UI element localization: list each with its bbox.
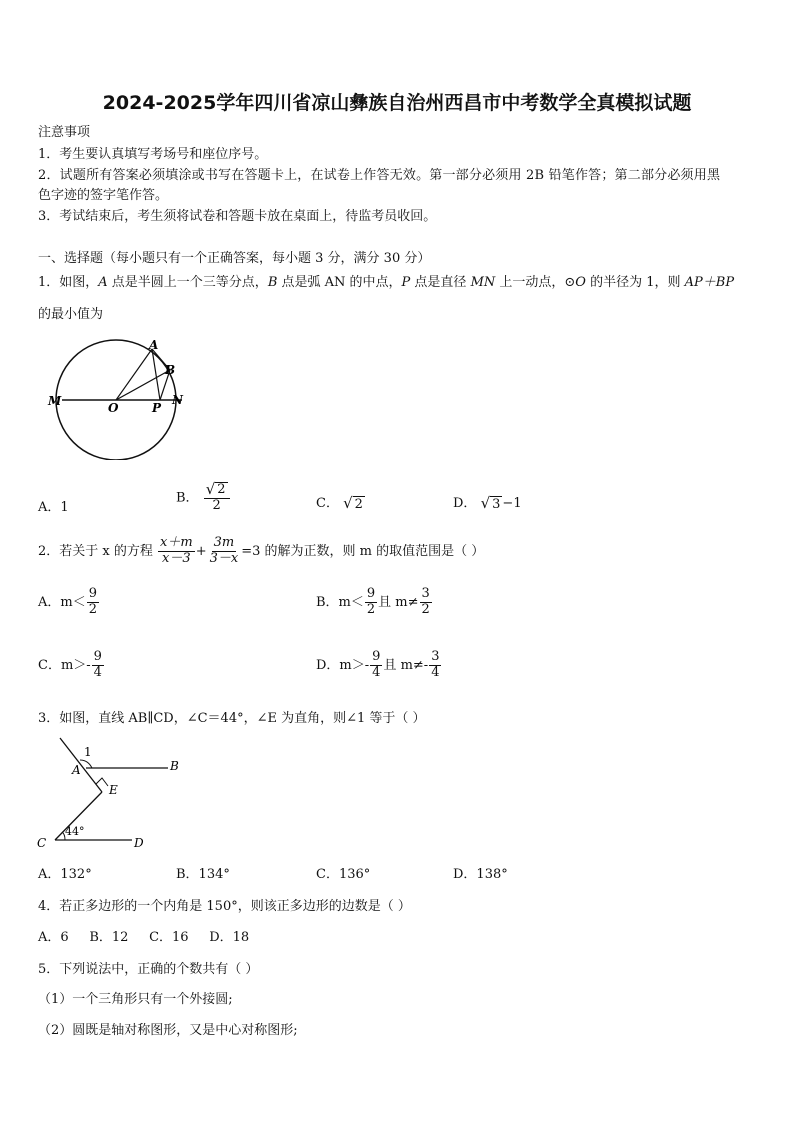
label-p: P [152,401,162,415]
q3-option-d[interactable]: D．138° [453,867,508,882]
label-b: B [170,759,179,773]
q1-option-b[interactable]: B． √ 2 2 [176,482,231,514]
notes-heading: 注意事项 [38,125,91,140]
question-2-text: 2．若关于 x 的方程 $\frac{x+m}{x-3}$ + $\frac{3m}{3-x}$ =3 的解为正数，则 m 的取值范围是（ ） [38,535,485,566]
notes-item: 色字迹的签字笔作答。 [38,188,169,203]
page-title: 2024-2025学年四川省凉山彝族自治州西昌市中考数学全真模拟试题 [102,92,692,114]
right-angle-mark [96,778,108,786]
label-angle-1: 1 [84,745,92,759]
label-d: D [134,836,144,850]
q3-option-a[interactable]: A．132° [38,867,92,882]
label-n: N [172,393,183,407]
q4-options[interactable]: A．6 B．12 C．16 D．18 [38,930,250,945]
question-1-text: 1．如图，A 点是半圆上一个三等分点，B 点是弧 AN 的中点，P 点是直径 MN 上一动点，⊙O 的半径为 1，则 AP＋BP [38,275,735,290]
label-e: E [109,783,118,797]
parallel-lines-figure [34,734,194,854]
circle-figure [40,336,200,460]
q1-option-a[interactable]: A．1 [38,500,69,515]
question-3-text: 3．如图，直线 AB∥CD，∠C＝44°，∠E 为直角，则∠1 等于（ ） [38,711,426,726]
q3-option-b[interactable]: B．134° [176,867,230,882]
question-1-text-line2: 的最小值为 [38,307,104,322]
notes-item: 2．试题所有答案必须填涂或书写在答题卡上，在试卷上作答无效。第一部分必须用 2B 铅笔作答；第二部分必须用黑 [38,168,721,183]
notes-item: 3．考试结束后，考生须将试卷和答题卡放在桌面上，待监考员收回。 [38,209,437,224]
q2-option-a[interactable]: A．m＜ $\frac{9}{2}$ [38,586,97,617]
question-4-text: 4．若正多边形的一个内角是 150°，则该正多边形的边数是（ ） [38,899,411,914]
question-5-text: 5．下列说法中，正确的个数共有（ ） [38,962,259,977]
q1-option-c[interactable]: C． √ 2 [316,493,363,512]
label-a: A [149,338,159,352]
line-through-a [60,738,102,792]
label-a: A [72,763,81,777]
q5-statement-2: （2）圆既是轴对称图形，又是中心对称图形; [38,1023,298,1038]
notes-item: 1．考生要认真填写考场号和座位序号。 [38,147,268,162]
segment-oa [116,349,152,400]
q1-option-d[interactable]: D． √ 3 −1 [453,493,522,512]
q5-statement-1: （1）一个三角形只有一个外接圆; [38,992,233,1007]
label-44-degrees: 44° [65,825,85,838]
label-b: B [165,363,176,377]
section-heading: 一、选择题（每小题只有一个正确答案，每小题 3 分，满分 30 分） [38,251,431,266]
q2-option-d[interactable]: D．m＞- $\frac{9}{4}$ 且 m≠- $\frac{3}{4}$ [316,649,440,680]
label-c: C [37,836,47,850]
q3-option-c[interactable]: C．136° [316,867,371,882]
label-m: M [48,394,62,408]
q2-option-c[interactable]: C．m＞- $\frac{9}{4}$ [38,649,102,680]
q2-option-b[interactable]: B．m＜ $\frac{9}{2}$ 且 m≠ $\frac{3}{2}$ [316,586,430,617]
label-o: O [108,401,119,415]
